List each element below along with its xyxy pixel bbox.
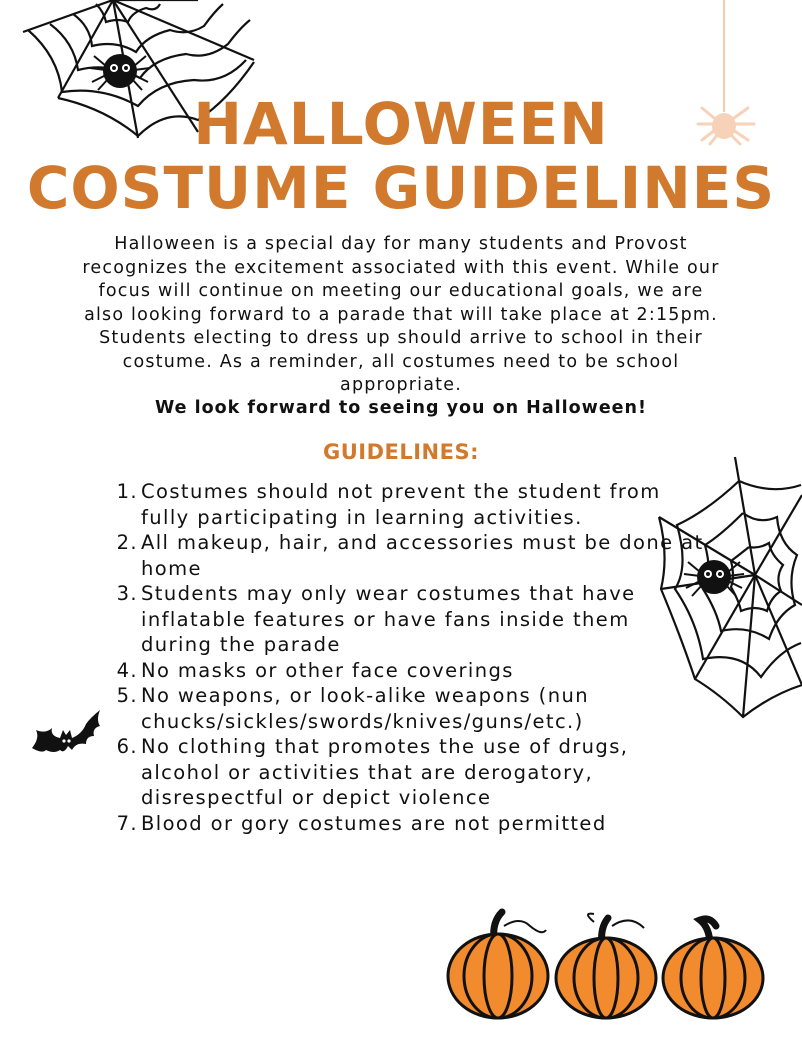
guidelines-list <box>108 479 708 836</box>
list-text: All makeup, hair, and accessories must be done at home <box>141 531 704 580</box>
list-item <box>108 658 708 684</box>
list-item <box>108 734 708 811</box>
bat-icon <box>30 708 104 756</box>
list-number: 3. <box>116 582 138 605</box>
list-item <box>108 581 708 658</box>
list-text: Students may only wear costumes that have inflatable features or have fans inside them during the parade <box>141 582 636 656</box>
list-text: No weapons, or look-alike weapons (nun chucks/sickles/swords/knives/guns/etc.) <box>141 684 589 733</box>
list-item <box>108 530 708 581</box>
title-line-halloween: HALLOWEEN <box>193 90 609 158</box>
list-number: 1. <box>116 480 138 503</box>
spider-icon <box>88 48 152 94</box>
list-number: 5. <box>116 684 138 707</box>
intro-paragraph: Halloween is a special day for many students and Provost recognizes the excitement associated with this event. While our focus will continue on meeting our educational goals, we are also looking forward to a parade that will take place at 2:15pm. Students electing to dress up should arrive to school in their costume. As a reminder, all costumes need to be school appropriate. <box>82 234 720 395</box>
list-text: Blood or gory costumes are not permitted <box>141 811 607 835</box>
guidelines-heading: GUIDELINES: <box>322 440 480 464</box>
list-item <box>108 683 708 734</box>
list-item <box>108 479 708 530</box>
list-text: No clothing that promotes the use of drugs, alcohol or activities that are derogatory, disrespectful or depict violence <box>141 735 629 809</box>
list-text: No masks or other face coverings <box>141 658 514 682</box>
pumpkin-icon <box>444 906 554 1022</box>
pumpkin-icon <box>552 910 660 1022</box>
title-line-costume-guidelines: COSTUME GUIDELINES <box>26 154 776 222</box>
spider-icon <box>682 554 746 600</box>
list-number: 2. <box>116 531 138 554</box>
pumpkin-icon <box>658 914 768 1022</box>
list-number: 7. <box>116 811 138 835</box>
list-text: Costumes should not prevent the student from fully participating in learning activities. <box>141 480 661 529</box>
list-number: 4. <box>116 658 138 682</box>
list-item <box>108 811 708 837</box>
list-number: 6. <box>116 735 138 758</box>
closing-line: We look forward to seeing you on Halloween! <box>155 398 647 418</box>
